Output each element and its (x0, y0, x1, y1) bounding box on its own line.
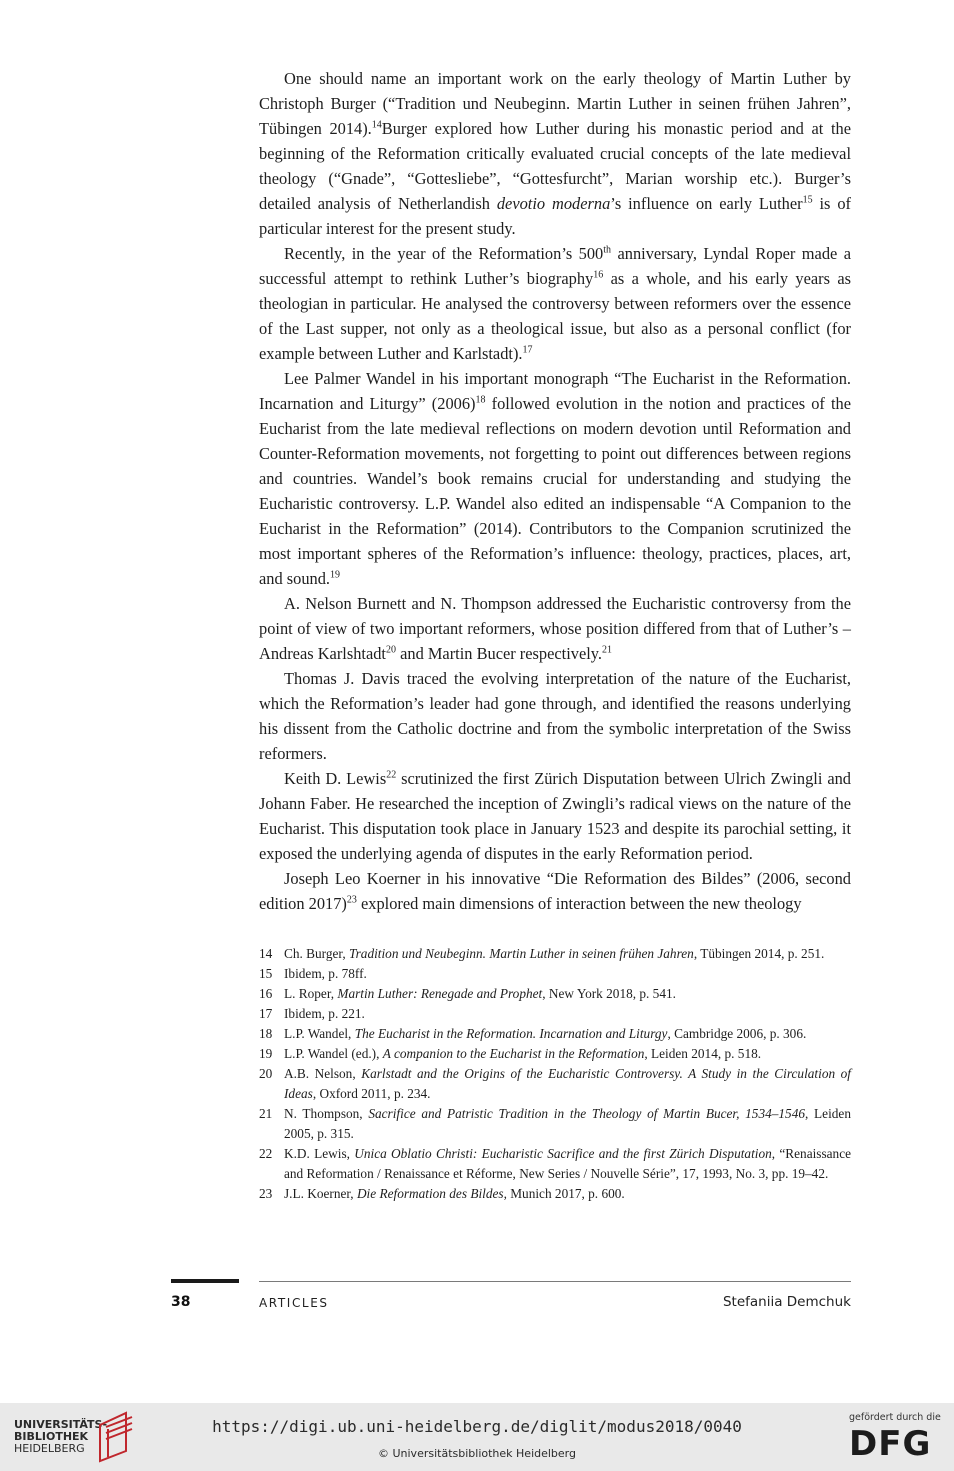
paragraph-text: anniversary, Lyndal Roper made a successful attempt to rethink Luther’s biography (259, 244, 851, 288)
footnote (259, 1064, 851, 1104)
footnote (259, 1104, 851, 1144)
paragraph-text: Lee Palmer Wandel in his important monograph “The Eucharist in the Reformation. Incarnation and Liturgy” (2006) (259, 369, 851, 413)
footnote-italic: Tradition und Neubeginn. Martin Luther in seinen frühen Jahren (348, 946, 694, 961)
body-paragraph (259, 591, 851, 666)
footnote-text: Ibidem, p. 78ff. (284, 966, 367, 981)
paragraph-text: Thomas J. Davis traced the evolving interpretation of the nature of the Eucharist, which the Reformation’s leader had gone through, and identified the reasons underlying his dissent from the Catholic doctrine and from the symbolic interpretation of the Swiss reformers. (259, 669, 851, 763)
footnote-text: , Leiden 2005, p. 315. (284, 1106, 851, 1141)
footer-accent-rule (171, 1279, 239, 1283)
footnote-italic: The Eucharist in the Reformation. Incarnation and Liturgy (354, 1026, 668, 1041)
footnote-text: L.P. Wandel, (284, 1026, 355, 1041)
footnote-italic: Die Reformation des Bildes (356, 1186, 504, 1201)
footnote-italic: Karlstadt and the Origins of the Eucharistic Controversy. A Study in the Circulation of Ideas (284, 1066, 851, 1101)
footnote-italic: Unica Oblatio Christi: Eucharistic Sacrifice and the first Zürich Disputation (354, 1146, 772, 1161)
paragraph-text: followed evolution in the notion and practices of the Eucharist from the late medieval reflections on modern devotion until Reformation and Counter-Reformation movements, not forgetting to point out differences between regions and countries. Wandel’s book remains crucial for understanding and studying the Eucharistic controversy. L.P. Wandel also edited an indispensable “A Companion to the Eucharist in the Reformation” (2014). Contributors to the Companion scrutinized the most important spheres of the Reformation’s influence: theology, practices, places, art, and sound. (259, 394, 851, 588)
paragraph-text: A. Nelson Burnett and N. Thompson addressed the Eucharistic controversy from the point of view of two important reformers, whose position differed from that of Luther’s – Andreas Karlshtadt (259, 594, 851, 663)
main-body-text (259, 66, 851, 916)
footnote (259, 964, 851, 984)
footnote-ref: 19 (330, 569, 341, 581)
body-paragraph (259, 766, 851, 866)
footnote-ref: 23 (346, 894, 357, 906)
permalink-url[interactable]: https://digi.ub.uni-heidelberg.de/diglit/modus2018/0040 (212, 1417, 742, 1436)
paragraph-text: Keith D. Lewis (284, 769, 387, 788)
paragraph-text: Burger explored how Luther during his monastic period and at the beginning of the Reformation critically evaluated crucial concepts of the late medieval theology (“Gnade”, “Gottesliebe”, “Gottesfurcht”, Marian worship etc.). Burger’s detailed analysis of Netherlandish (259, 119, 851, 213)
footnote (259, 1004, 851, 1024)
paragraph-text: as a whole, and his early years as theologian in particular. He analysed the controversy between reformers over the essence of the Last supper, not only as a theological issue, but also as a personal conflict (for example between Luther and Karlstadt). (259, 269, 852, 363)
footnote (259, 984, 851, 1004)
footnote-text: , Oxford 2011, p. 234. (312, 1086, 431, 1101)
footnote-number: 21 (259, 1106, 273, 1121)
footnote-text: , Munich 2017, p. 600. (503, 1186, 625, 1201)
library-name-line: BIBLIOTHEK (14, 1430, 89, 1443)
footnote (259, 1184, 851, 1204)
library-name-line: HEIDELBERG (14, 1442, 85, 1455)
footnote-text: N. Thompson, (284, 1106, 369, 1121)
funding-caption: gefördert durch die (849, 1412, 941, 1423)
paragraph-text: ’s influence on early Luther (610, 194, 803, 213)
footnote-text: , New York 2018, p. 541. (542, 986, 676, 1001)
body-paragraph (259, 666, 851, 766)
footnotes (259, 944, 851, 1204)
paragraph-text: Joseph Leo Koerner in his innovative “Die Reformation des Bildes” (2006, second edition 2017) (259, 869, 851, 913)
footnote (259, 1144, 851, 1184)
paragraph-text: scrutinized the first Zürich Disputation between Ulrich Zwingli and Johann Faber. He researched the inception of Zwingli’s radical views on the nature of the Eucharist. This disputation took place in January 1523 and despite its parochial setting, it exposed the underlying agenda of disputes in the early Reformation period. (259, 769, 851, 863)
footnote-number: 19 (259, 1046, 273, 1061)
paragraph-text: Recently, in the year of the Reformation’s 500 (284, 244, 604, 263)
footnote-text: , Leiden 2014, p. 518. (644, 1046, 762, 1061)
running-author: Stefaniia Demchuk (722, 1294, 851, 1310)
footnote-text: Ibidem, p. 221. (284, 1006, 365, 1021)
footnote-number: 23 (259, 1186, 273, 1201)
footnote-ref: 18 (475, 394, 486, 406)
footnote-italic: Sacrifice and Patristic Tradition in the Theology of Martin Bucer, 1534–1546 (368, 1106, 805, 1121)
footnote-italic: Martin Luther: Renegade and Prophet (337, 986, 543, 1001)
footnote-ref: 20 (386, 644, 396, 656)
page-number: 38 (171, 1294, 191, 1310)
footnote-ref: 14 (371, 119, 382, 131)
body-paragraph (259, 66, 851, 241)
viewer-bottom-bar (0, 1403, 954, 1471)
footnote-text: J.L. Koerner, (284, 1186, 357, 1201)
footnote-number: 16 (259, 986, 273, 1001)
footnote-text: , “Renaissance and Reformation / Renaissance et Réforme, New Series / Nouvelle Série”, 17, 1993, No. 3, pp. 19–42. (284, 1146, 851, 1181)
footer-rule (259, 1281, 851, 1282)
footnote-text: L. Roper, (284, 986, 338, 1001)
footnote-ref: 15 (802, 194, 813, 206)
library-name-line: UNIVERSITÄTS- (14, 1418, 108, 1431)
footnote (259, 1044, 851, 1064)
section-label: ARTICLES (259, 1296, 329, 1310)
footnote-number: 20 (259, 1066, 273, 1081)
copyright-notice: © Universitätsbibliothek Heidelberg (377, 1447, 576, 1460)
footnote-number: 17 (259, 1006, 273, 1021)
paragraph-text: One should name an important work on the early theology of Martin Luther by Christoph Burger (“Tradition und Neubeginn. Martin Luther in seinen frühen Jahren”, Tübingen 2014). (259, 69, 851, 138)
footnote-ref: th (603, 244, 612, 256)
footnote-ref: 22 (386, 769, 397, 781)
footnote-text: Ch. Burger, (284, 946, 349, 961)
body-paragraph (259, 241, 851, 366)
footnote-ref: 17 (522, 344, 533, 356)
footnote-text: A.B. Nelson, (284, 1066, 362, 1081)
footnote-text: L.P. Wandel (ed.), (284, 1046, 383, 1061)
footnote-text: K.D. Lewis, (284, 1146, 355, 1161)
footnote-italic: A companion to the Eucharist in the Reformation (382, 1046, 645, 1061)
footnote-text: , Cambridge 2006, p. 306. (667, 1026, 807, 1041)
footnote-number: 22 (259, 1146, 273, 1161)
footnote-ref: 16 (593, 269, 604, 281)
paragraph-italic: devotio moderna (496, 194, 611, 213)
footnote-ref: 21 (602, 644, 613, 656)
footnote (259, 1024, 851, 1044)
footnote-text: , Tübingen 2014, p. 251. (693, 946, 825, 961)
footnote (259, 944, 851, 964)
body-paragraph (259, 866, 851, 916)
footnote-number: 14 (259, 946, 273, 961)
footnote-number: 18 (259, 1026, 273, 1041)
paragraph-text: and Martin Bucer respectively. (396, 644, 603, 663)
footnote-number: 15 (259, 966, 273, 981)
paragraph-text: explored main dimensions of interaction between the new theology (356, 894, 802, 913)
paragraph-text: is of particular interest for the present study. (259, 194, 851, 238)
body-paragraph (259, 366, 851, 591)
dfg-logo[interactable]: DFG (849, 1424, 932, 1464)
